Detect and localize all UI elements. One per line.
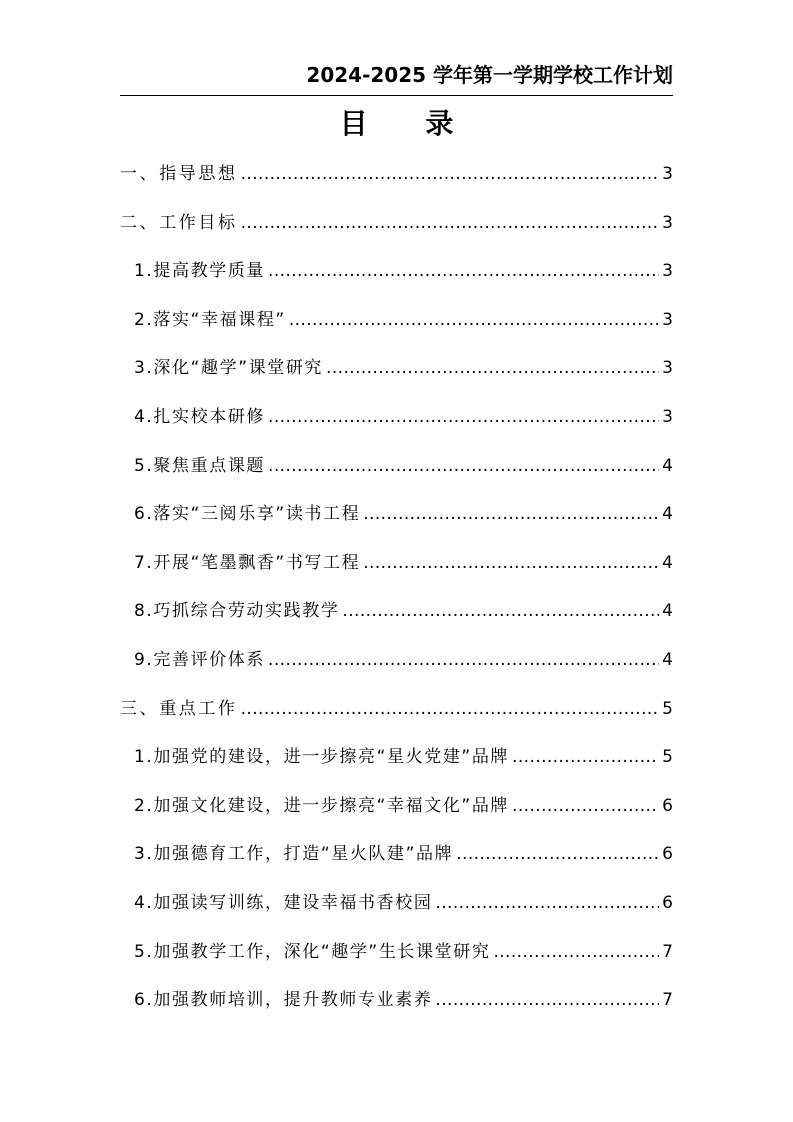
toc-entry-text: 5.加强教学工作，深化“趣学”生长课堂研究: [134, 941, 491, 962]
toc-entry[interactable]: [120, 636, 673, 685]
toc-entry[interactable]: [120, 393, 673, 442]
toc-entry-text: 4.扎实校本研修: [134, 406, 266, 427]
toc-dot-leader: [241, 150, 660, 199]
toc-dot-leader: [289, 296, 659, 345]
toc-dot-leader: [435, 879, 659, 928]
toc-entry-page-number: 3: [662, 406, 673, 427]
toc-entry-page-number: 3: [662, 261, 673, 282]
toc-entry[interactable]: [120, 587, 673, 636]
toc-entry[interactable]: [120, 344, 673, 393]
toc-entry-page-number: 4: [662, 649, 673, 670]
toc-dot-leader: [268, 442, 659, 491]
toc-entry-page-number: 4: [662, 455, 673, 476]
toc-dot-leader: [268, 393, 659, 442]
toc-title: 目 录: [339, 107, 478, 140]
toc-entry-text: 7.开展“笔墨飘香”书写工程: [134, 552, 361, 573]
toc-entry[interactable]: [120, 442, 673, 491]
toc-entry[interactable]: [120, 247, 673, 296]
toc-entry[interactable]: [120, 490, 673, 539]
toc-entry-page-number: 7: [662, 941, 673, 962]
toc-entry-page-number: 4: [662, 504, 673, 525]
toc-entry-page-number: 3: [662, 212, 673, 233]
toc-entry-page-number: 3: [662, 358, 673, 379]
toc-entry[interactable]: [120, 976, 673, 1025]
toc-entry-page-number: 6: [662, 795, 673, 816]
header-rule: [120, 95, 673, 96]
toc-dot-leader: [326, 344, 659, 393]
toc-entry-text: 4.加强读写训练，建设幸福书香校园: [134, 892, 433, 913]
toc-entry-page-number: 6: [662, 892, 673, 913]
toc-entry-text: 9.完善评价体系: [134, 649, 266, 670]
toc-entry[interactable]: [120, 296, 673, 345]
toc-entry-text: 2.加强文化建设，进一步擦亮“幸福文化”品牌: [134, 795, 510, 816]
toc-dot-leader: [268, 247, 659, 296]
toc-entry-page-number: 6: [662, 844, 673, 865]
toc-entry-page-number: 3: [662, 309, 673, 330]
toc-entry-text: 一、指导思想: [120, 164, 238, 184]
toc-entry[interactable]: [120, 928, 673, 977]
toc-dot-leader: [241, 685, 660, 734]
table-of-contents: [120, 150, 673, 1025]
toc-entry[interactable]: [120, 733, 673, 782]
toc-dot-leader: [268, 636, 659, 685]
running-header: 2024-2025 学年第一学期学校工作计划: [306, 63, 673, 87]
toc-entry[interactable]: [120, 685, 673, 734]
toc-entry-text: 二、工作目标: [120, 212, 238, 233]
toc-entry-page-number: 4: [662, 601, 673, 622]
toc-dot-leader: [456, 830, 659, 879]
toc-entry[interactable]: [120, 830, 673, 879]
toc-dot-leader: [435, 976, 659, 1025]
toc-entry-page-number: 5: [662, 747, 673, 768]
toc-entry-text: 2.落实“幸福课程”: [134, 309, 286, 330]
toc-entry-text: 三、重点工作: [120, 698, 238, 719]
toc-entry-text: 3.深化“趣学”课堂研究: [134, 358, 324, 379]
toc-dot-leader: [342, 587, 659, 636]
toc-entry[interactable]: [120, 879, 673, 928]
toc-dot-leader: [363, 490, 659, 539]
toc-entry-text: 1.提高教学质量: [134, 261, 266, 282]
toc-entry-text: 6.落实“三阅乐享”读书工程: [134, 504, 361, 525]
toc-entry-page-number: 3: [662, 164, 673, 184]
toc-entry[interactable]: [120, 782, 673, 831]
toc-entry-text: 3.加强德育工作，打造“星火队建”品牌: [134, 844, 454, 865]
toc-entry-page-number: 7: [662, 990, 673, 1011]
toc-entry[interactable]: [120, 539, 673, 588]
toc-entry[interactable]: [120, 199, 673, 248]
toc-entry-text: 5.聚焦重点课题: [134, 455, 266, 476]
toc-dot-leader: [512, 733, 659, 782]
toc-dot-leader: [512, 782, 659, 831]
toc-dot-leader: [493, 928, 659, 977]
toc-entry-page-number: 5: [662, 698, 673, 719]
toc-entry-text: 1.加强党的建设，进一步擦亮“星火党建”品牌: [134, 747, 510, 768]
toc-entry[interactable]: [120, 150, 673, 199]
toc-entry-text: 8.巧抓综合劳动实践教学: [134, 601, 340, 622]
toc-entry-page-number: 4: [662, 552, 673, 573]
toc-entry-text: 6.加强教师培训，提升教师专业素养: [134, 990, 433, 1011]
toc-dot-leader: [363, 539, 659, 588]
toc-dot-leader: [241, 199, 660, 248]
